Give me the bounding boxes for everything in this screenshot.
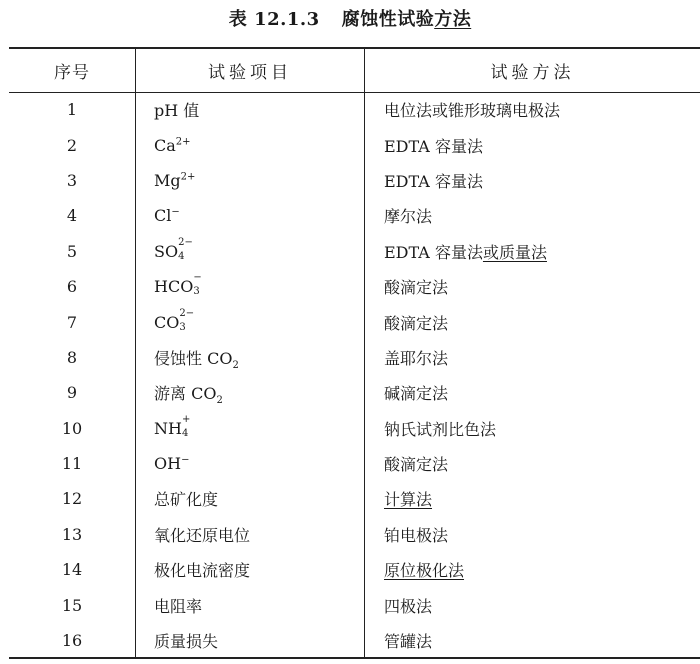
table-row xyxy=(9,269,700,304)
header-test-method: 试验方法 xyxy=(365,48,700,92)
test-item: Cl− xyxy=(136,198,365,233)
corrosion-test-methods-table xyxy=(9,47,700,659)
test-method: 摩尔法 xyxy=(365,198,700,233)
test-item: NH + 4 xyxy=(136,411,365,446)
test-item: 质量损失 xyxy=(136,623,365,658)
header-test-item: 试验项目 xyxy=(136,48,365,92)
test-method: 钠氏试剂比色法 xyxy=(365,411,700,446)
table-row xyxy=(9,517,700,552)
row-number: 4 xyxy=(66,206,78,226)
test-item: SO 2− 4 xyxy=(136,234,365,269)
table-row xyxy=(9,304,700,339)
test-item: $Ca^{2+}$ xyxy=(136,127,365,162)
row-number: 3 xyxy=(66,170,78,190)
header-number: 序号 xyxy=(9,48,136,92)
table-row xyxy=(9,92,700,127)
test-method: 管罐法 xyxy=(365,623,700,658)
table-row xyxy=(9,587,700,622)
table-row xyxy=(9,198,700,233)
row-number: 15 xyxy=(61,595,83,615)
row-number: 13 xyxy=(61,524,83,544)
test-method: 酸滴定法 xyxy=(365,269,700,304)
test-method: 酸滴定法 xyxy=(365,446,700,481)
test-item: 氧化还原电位 xyxy=(136,517,365,552)
table-row xyxy=(9,127,700,162)
test-item: OH− xyxy=(136,446,365,481)
table-row xyxy=(9,552,700,587)
table-title: 腐蚀性试验方法 xyxy=(341,9,472,30)
test-item: CO 2− 3 xyxy=(136,304,365,339)
row-number: 10 xyxy=(61,418,83,438)
row-number: 2 xyxy=(66,135,78,155)
test-item: 电阻率 xyxy=(136,587,365,622)
table-row xyxy=(9,481,700,516)
row-number: 16 xyxy=(9,623,136,658)
test-method: 电位法或锥形玻璃电极法 xyxy=(365,92,700,127)
table-row xyxy=(9,340,700,375)
row-number: 1 xyxy=(66,100,78,120)
test-item: 游离 $CO_2$ xyxy=(136,375,365,410)
test-method: EDTA 容量法 xyxy=(365,127,700,162)
row-number: 5 xyxy=(66,241,78,261)
test-item: pH 值 xyxy=(136,92,365,127)
table-row xyxy=(9,446,700,481)
test-method: EDTA 容量法 xyxy=(365,163,700,198)
row-number: 8 xyxy=(66,347,78,367)
table-row xyxy=(9,163,700,198)
row-number: 7 xyxy=(66,312,78,332)
test-item: $Mg^{2+}$ xyxy=(136,163,365,198)
table-row xyxy=(9,623,700,658)
test-method: 原位极化法 xyxy=(365,552,700,587)
table-caption xyxy=(0,6,700,34)
test-item: 总矿化度 xyxy=(136,481,365,516)
row-number: 6 xyxy=(66,277,78,297)
table-number: 表 12.1.3 xyxy=(228,9,320,30)
test-item: 侵蚀性 $CO_2$ xyxy=(136,340,365,375)
table-header-row xyxy=(9,48,700,92)
test-method: EDTA 容量法或质量法 xyxy=(365,234,700,269)
row-number: 12 xyxy=(61,489,83,509)
test-item: 极化电流密度 xyxy=(136,552,365,587)
row-number: 14 xyxy=(61,560,83,580)
row-number: 9 xyxy=(66,383,78,403)
table-row xyxy=(9,234,700,269)
table-row xyxy=(9,375,700,410)
test-method: 盖耶尔法 xyxy=(365,340,700,375)
test-method: 碱滴定法 xyxy=(365,375,700,410)
test-method: 四极法 xyxy=(365,587,700,622)
test-method: 计算法 xyxy=(365,481,700,516)
row-number: 11 xyxy=(61,454,83,474)
table-row xyxy=(9,411,700,446)
test-item: HCO − 3 xyxy=(136,269,365,304)
test-method: 酸滴定法 xyxy=(365,304,700,339)
test-method: 铂电极法 xyxy=(365,517,700,552)
